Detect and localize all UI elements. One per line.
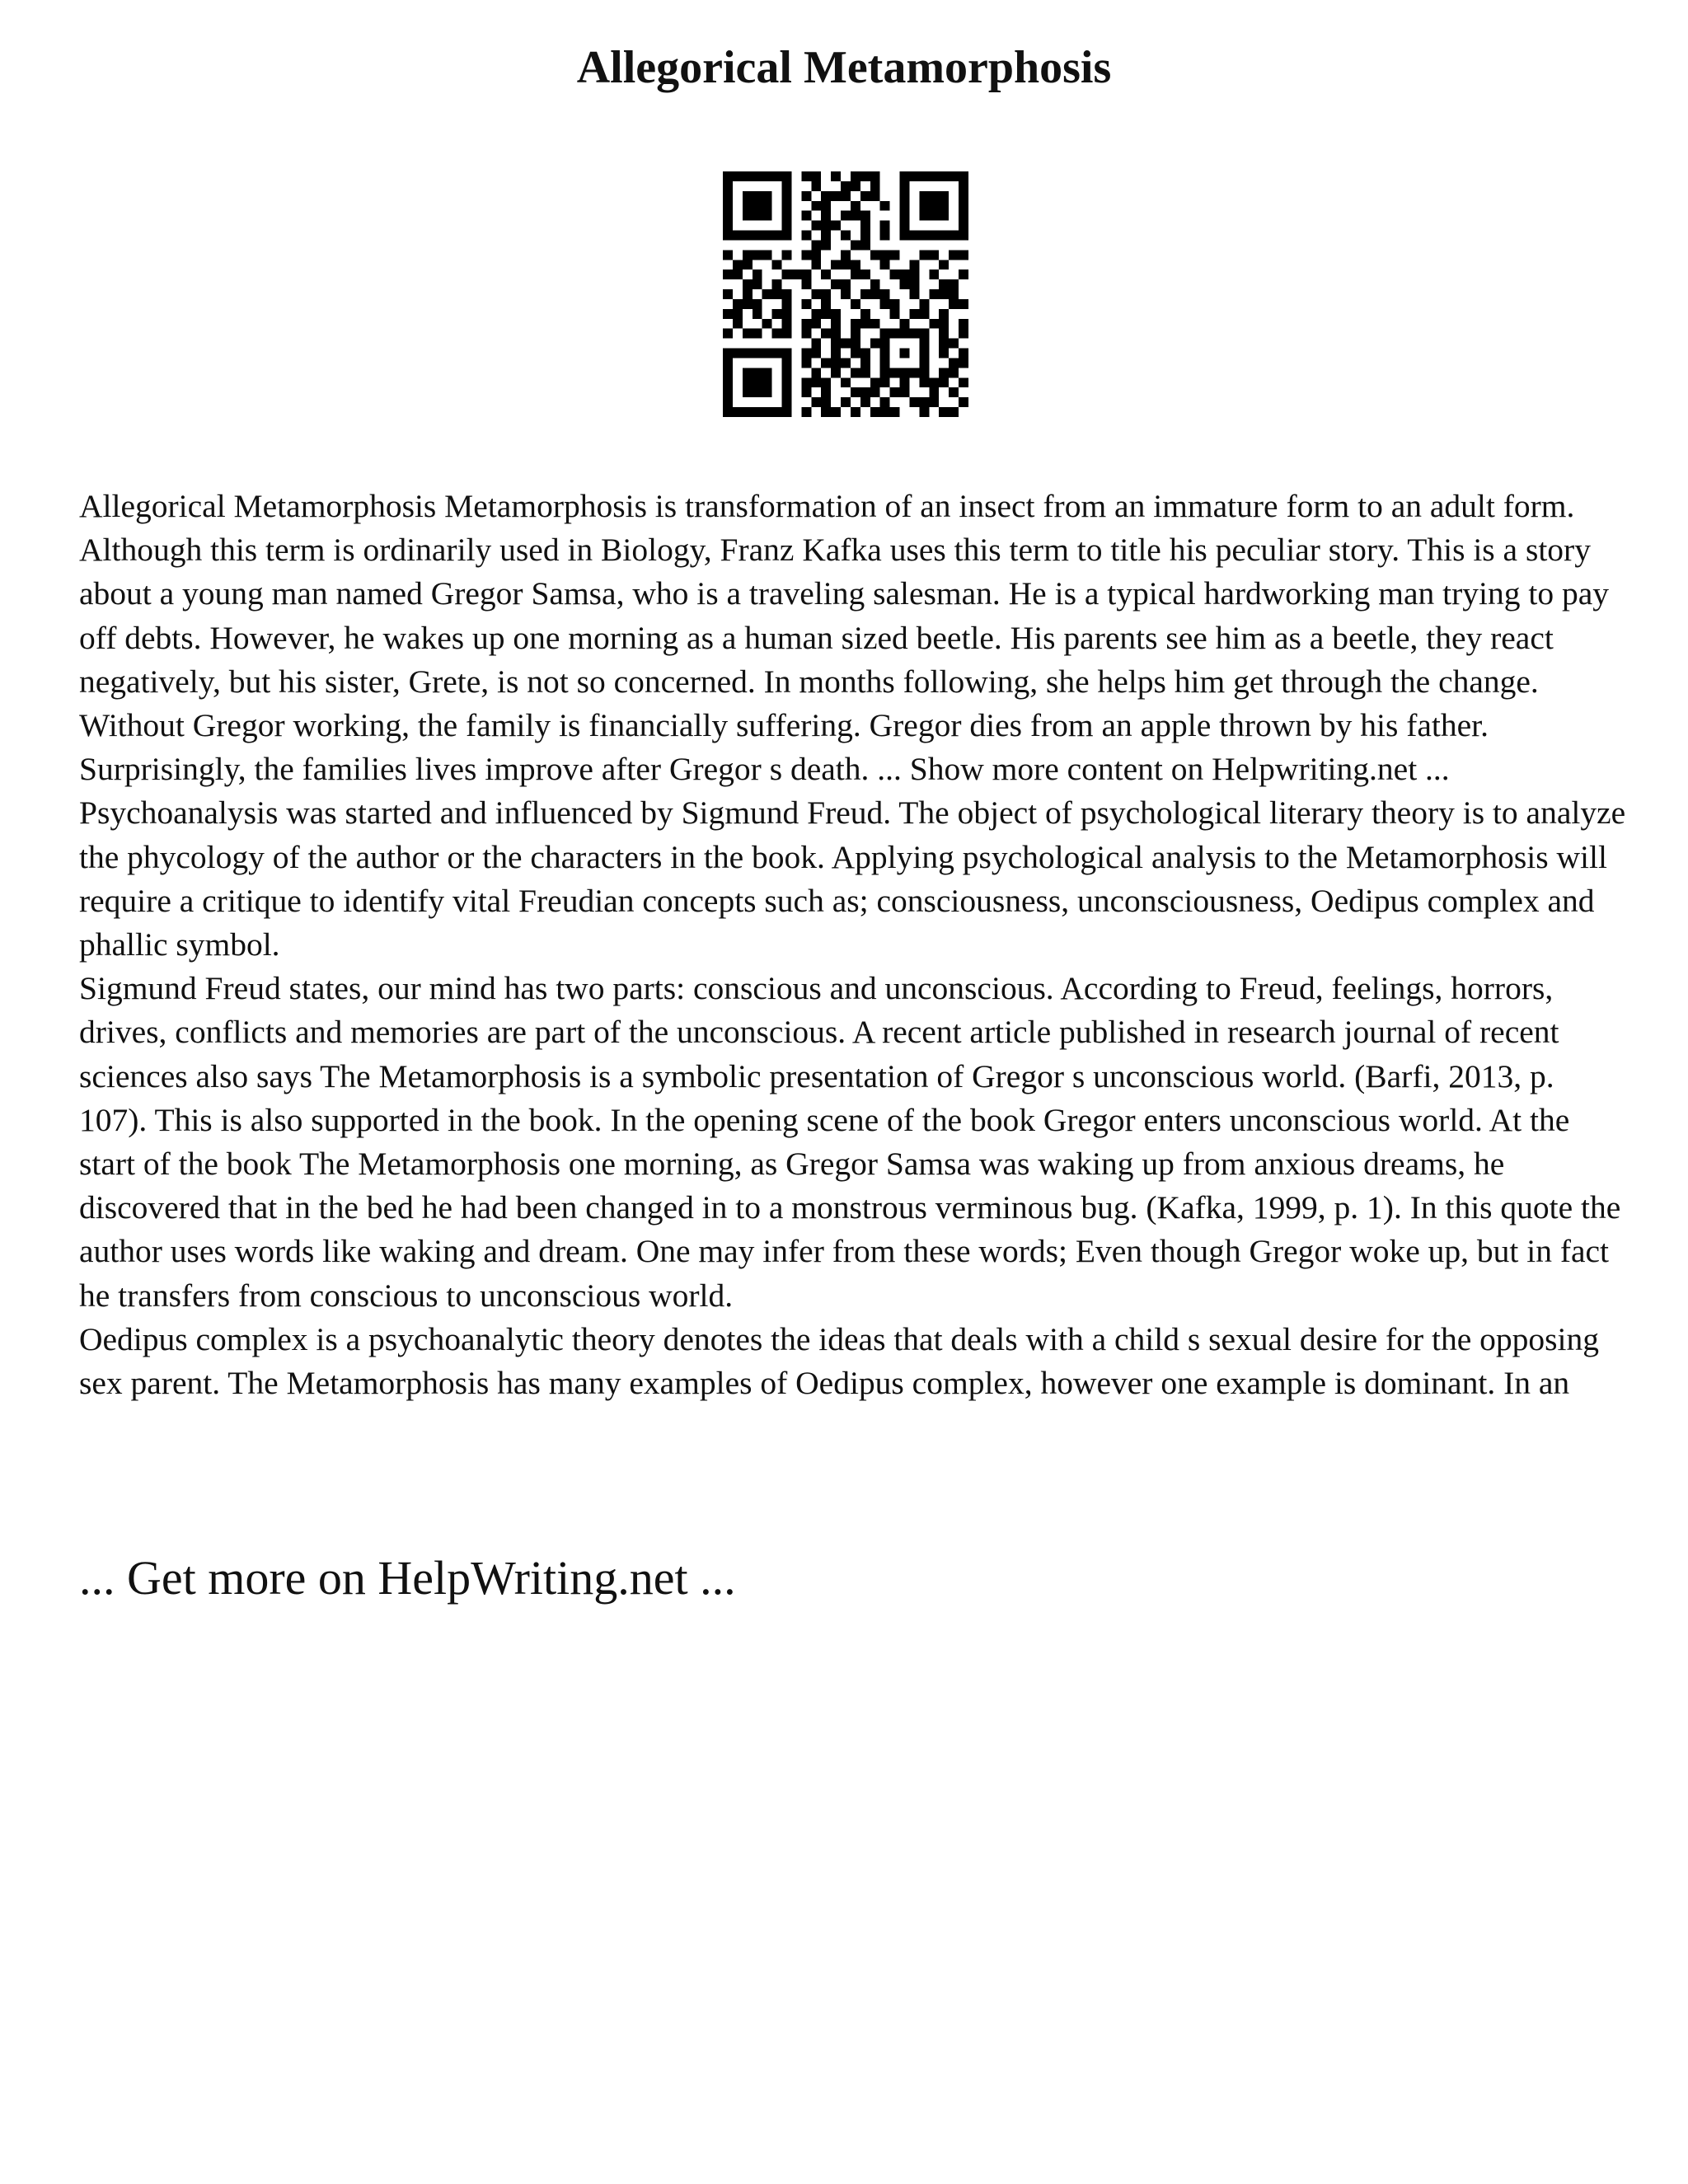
qr-code-icon (723, 171, 968, 417)
document-body (79, 485, 1629, 1405)
get-more-link[interactable]: ... Get more on HelpWriting.net ... (79, 1551, 736, 1605)
paragraph: Allegorical Metamorphosis Metamorphosis is transformation of an insect from an immature form to an adult form. Although this term is ordinarily used in Biology, Franz Kafka uses this term to title his peculiar story. This is a story about a young man named Gregor Samsa, who is a traveling salesman. He is a typical hardworking man trying to pay off debts. However, he wakes up one morning as a human sized beetle. His parents see him as a beetle, they react negatively, but his sister, Grete, is not so concerned. In months following, she helps him get through the change. Without Gregor working, the family is financially suffering. Gregor dies from an apple thrown by his father. Surprisingly, the families lives improve after Gregor s death. ... Show more content on Helpwriting.net ... (79, 488, 1610, 788)
paragraph: Oedipus complex is a psychoanalytic theory denotes the ideas that deals with a child s sexual desire for the opposing sex parent. The Metamorphosis has many examples of Oedipus complex, however one example is dominant. In an (79, 1320, 1599, 1402)
document-title: Allegorical Metamorphosis (576, 42, 1112, 93)
paragraph: Psychoanalysis was started and influenced by Sigmund Freud. The object of psychological literary theory is to analyze the phycology of the author or the characters in the book. Applying psychological analysis to the Metamorphosis will require a critique to identify vital Freudian concepts such as; consciousness, unconsciousness, Oedipus complex and phallic symbol. (79, 794, 1626, 963)
paragraph: Sigmund Freud states, our mind has two parts: conscious and unconscious. According to Freud, feelings, horrors, drives, conflicts and memories are part of the unconscious. A recent article published in research journal of recent sciences also says The Metamorphosis is a symbolic presentation of Gregor s unconscious world. (Barfi, 2013, p. 107). This is also supported in the book. In the opening scene of the book Gregor enters unconscious world. At the start of the book The Metamorphosis one morning, as Gregor Samsa was waking up from anxious dreams, he discovered that in the bed he had been changed in to a monstrous verminous bug. (Kafka, 1999, p. 1). In this quote the author uses words like waking and dream. One may infer from these words; Even though Gregor woke up, but in fact he transfers from conscious to unconscious world. (79, 970, 1621, 1314)
